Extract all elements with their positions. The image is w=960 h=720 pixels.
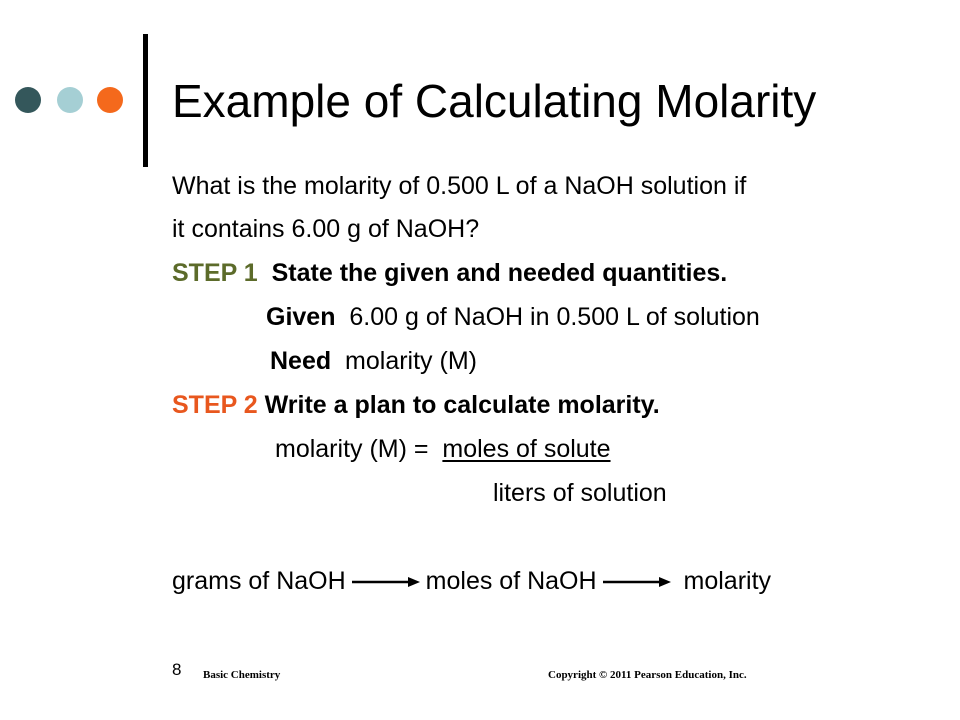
formula-denominator: liters of solution xyxy=(493,479,667,507)
decorative-dot-light-teal xyxy=(57,87,83,113)
footer-course-title: Basic Chemistry xyxy=(203,669,281,681)
formula-lhs: molarity (M) = xyxy=(275,435,436,463)
given-text: 6.00 g of NaOH in 0.500 L of solution xyxy=(349,303,760,331)
question-line-2: it contains 6.00 g of NaOH? xyxy=(172,215,480,243)
plan-end: molarity xyxy=(683,567,772,595)
title-divider-bar xyxy=(143,34,148,167)
given-label: Given xyxy=(266,303,336,331)
formula-numerator: moles of solute xyxy=(442,435,611,463)
plan-middle: moles of NaOH xyxy=(425,567,597,595)
plan-start: grams of NaOH xyxy=(172,567,346,595)
step2-text: Write a plan to calculate molarity. xyxy=(264,391,660,419)
slide-title: Example of Calculating Molarity xyxy=(172,75,817,127)
right-arrow-icon xyxy=(601,575,673,589)
question-line-1: What is the molarity of 0.500 L of a NaOH solution if xyxy=(172,172,747,200)
page-number: 8 xyxy=(172,660,182,679)
decorative-dot-dark-teal xyxy=(15,87,41,113)
formula-numerator-line xyxy=(275,434,611,464)
decorative-dot-orange xyxy=(97,87,123,113)
step2-label: STEP 2 xyxy=(172,391,258,419)
right-arrow-icon xyxy=(350,575,422,589)
need-text: molarity (M) xyxy=(345,347,477,375)
need-label: Need xyxy=(270,347,332,375)
plan-line xyxy=(172,566,771,596)
given-line xyxy=(266,302,760,332)
step1-label: STEP 1 xyxy=(172,259,258,287)
need-line xyxy=(270,346,477,376)
step2-line xyxy=(172,390,660,420)
step1-line xyxy=(172,258,727,288)
step1-text: State the given and needed quantities. xyxy=(271,259,728,287)
footer-copyright: Copyright © 2011 Pearson Education, Inc. xyxy=(548,669,747,681)
